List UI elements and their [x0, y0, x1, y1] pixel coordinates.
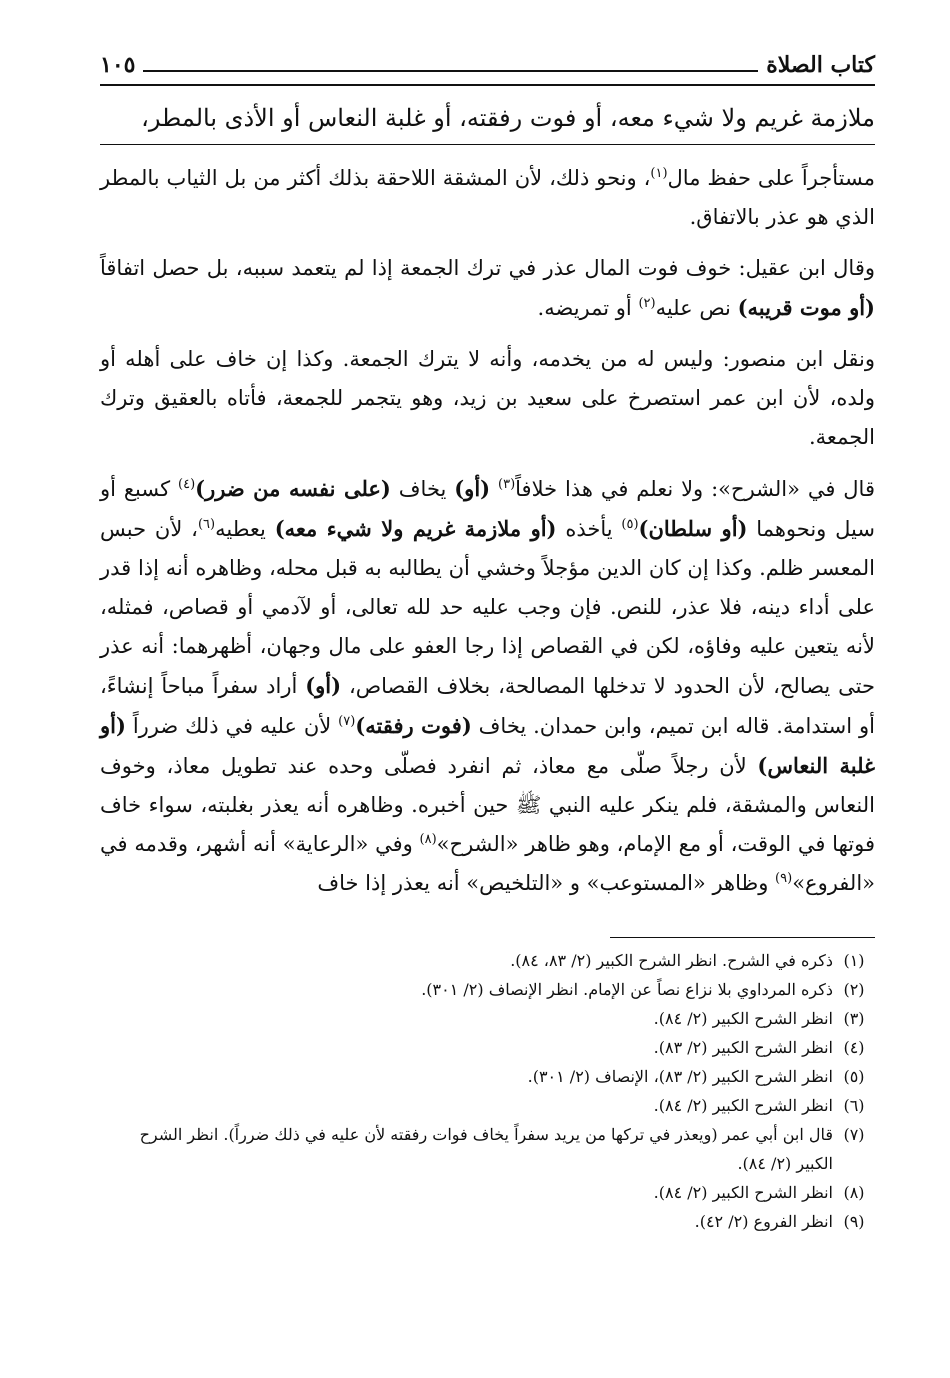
text-run: لأن عليه في ذلك ضرراً [125, 714, 339, 738]
text-run: يأخذه [556, 517, 622, 541]
footnote-text: انظر الفروع (٢/ ٤٢). [694, 1212, 833, 1231]
text-run: مستأجراً على حفظ مال [667, 166, 875, 190]
matn-quote: (أو) [454, 476, 491, 501]
footnote-marker: (٧) [338, 714, 356, 729]
header-rule [143, 70, 758, 72]
footnote-marker: (٢) [638, 296, 656, 311]
text-run: ، لأن حبس المعسر ظلم. وكذا إن كان الدين مؤجلاً وخشي أن يطالبه به قبل محله، وظاهره أنه إذا قدر على أداء دينه، فلا عذر، للنص. فإن وجب عليه حد لله تعالى، أو لآدمي أو قصاص، فمثله، لأنه يتعين عليه وفاؤه، لكن في القصاص إذا رجا العفو على مال وجهان، أظهرهما: أنه عذر حتى يصالح، لأن الحدود لا تدخلها المصالحة، بخلاف القصاص، [100, 517, 875, 698]
footnote-number: (١) [843, 951, 865, 970]
footnote-number: (٤) [843, 1038, 865, 1057]
book-page [100, 50, 875, 1236]
footnote-number: (٥) [843, 1067, 865, 1086]
footnote-text: قال ابن أبي عمر (ويعذر في تركها من يريد سفراً يخاف فوات رفقته لأن عليه في ذلك ضرراً). انظر الشرح الكبير (٢/ ٨٤). [139, 1125, 833, 1173]
footnote-text: ذكره في الشرح. انظر الشرح الكبير (٢/ ٨٣، ٨٤). [510, 951, 833, 970]
footnote-text: انظر الشرح الكبير (٢/ ٨٤). [653, 1009, 833, 1028]
matn-quote: (أو سلطان) [638, 516, 748, 541]
footnote-item [100, 975, 875, 1004]
footnote-separator [610, 937, 875, 938]
footnote-marker: (٥) [621, 517, 639, 532]
footnote-number: (٢) [843, 980, 865, 999]
chapter-title: كتاب الصلاة [766, 52, 875, 78]
footnote-number: (٦) [843, 1096, 865, 1115]
commentary-paragraph [100, 340, 875, 457]
matn-quote: (أو ملازمة غريم ولا شيء معه) [274, 516, 557, 541]
text-run: وقال ابن عقيل: خوف فوت المال عذر في ترك الجمعة إذا لم يتعمد سببه، بل حصل اتفاقاً [100, 256, 875, 280]
footnote-marker: (٦) [197, 517, 216, 532]
matn-quote: (أو) [305, 673, 342, 698]
footnote-text: انظر الشرح الكبير (٢/ ٨٣). [653, 1038, 833, 1057]
footnote-item [100, 1062, 875, 1091]
footnote-number: (٣) [843, 1009, 865, 1028]
matn-quote: (على نفسه من ضرر) [195, 476, 391, 501]
matn-quote: (أو غلبة النعاس) [100, 713, 875, 778]
matn-quote: (فوت رفقته) [355, 713, 472, 738]
footnote-text: ذكره المرداوي بلا نزاع نصاً عن الإمام. انظر الإنصاف (٢/ ٣٠١). [421, 980, 833, 999]
text-run: أو تمريضه. [537, 296, 639, 320]
text-run: قال في «الشرح»: ولا نعلم في هذا خلافاً [515, 477, 875, 501]
text-run: وظاهر «المستوعب» و «التلخيص» أنه يعذر إذا خاف [317, 871, 776, 895]
text-run: كسبع أو سيل ونحوهما [100, 477, 875, 541]
footnote-marker: (٩) [775, 871, 793, 886]
footnote-item [100, 946, 875, 975]
footnote-number: (٨) [843, 1183, 865, 1202]
text-run: يعطيه [215, 517, 275, 541]
matn-separator [100, 144, 875, 145]
text-run: يخاف [390, 477, 455, 501]
text-run: ، ونحو ذلك، لأن المشقة اللاحقة بذلك أكثر من بل الثياب بالمطر الذي هو عذر بالاتفاق. [100, 166, 875, 229]
footnote-item [100, 1207, 875, 1236]
header-underline [100, 84, 875, 86]
text-run: أراد سفراً مباحاً إنشاءً، أو استدامة. قاله ابن تميم، وابن حمدان. يخاف [100, 674, 875, 738]
text-run: ونقل ابن منصور: وليس له من يخدمه، وأنه لا يترك الجمعة. وكذا إن خاف على أهله أو ولده، لأن ابن عمر استصرخ على سعيد بن زيد، وهو يتجمر للجمعة، فأتاه بالعقيق وترك الجمعة. [100, 347, 875, 449]
commentary-body [100, 159, 875, 903]
footnote-number: (٧) [843, 1125, 865, 1144]
footnote-text: انظر الشرح الكبير (٢/ ٨٤). [653, 1096, 833, 1115]
footnotes [100, 946, 875, 1236]
footnote-item [100, 1033, 875, 1062]
commentary-paragraph [100, 159, 875, 237]
footnote-text: انظر الشرح الكبير (٢/ ٨٤). [653, 1183, 833, 1202]
page-number: ١٠٥ [100, 52, 136, 78]
footnote-item [100, 1004, 875, 1033]
footnote-text: انظر الشرح الكبير (٢/ ٨٣)، الإنصاف (٢/ ٣٠١). [527, 1067, 833, 1086]
footnote-marker: (٨) [419, 832, 437, 847]
footnote-marker: (٣) [498, 477, 516, 492]
footnote-item [100, 1178, 875, 1207]
commentary-paragraph [100, 469, 875, 903]
commentary-paragraph [100, 249, 875, 328]
text-run: وفي «الرعاية» أنه أشهر، وقدمه في «الفروع» [100, 832, 875, 895]
footnote-item [100, 1120, 875, 1178]
matn-text: ملازمة غريم ولا شيء معه، أو فوت رفقته، أو غلبة النعاس أو الأذى بالمطر، [141, 104, 875, 132]
text-run: لأن رجلاً صلّى مع معاذ، ثم انفرد فصلّى وحده عند تطويل معاذ، وخوف النعاس والمشقة، فلم ينكر عليه النبي ﷺ حين أخبره. وظاهره أنه يعذر بغلبته، سواء خاف فوتها في الوقت، أو مع الإمام، وهو ظاهر «الشرح» [100, 754, 875, 856]
text-run [490, 477, 498, 501]
footnote-number: (٩) [843, 1212, 865, 1231]
matn-quote: (أو موت قريبه) [737, 295, 875, 320]
footnote-marker: (٤) [178, 477, 196, 492]
running-header [100, 50, 875, 78]
footnote-marker: (١) [650, 166, 668, 181]
footnote-item [100, 1091, 875, 1120]
text-run: نص عليه [655, 296, 738, 320]
